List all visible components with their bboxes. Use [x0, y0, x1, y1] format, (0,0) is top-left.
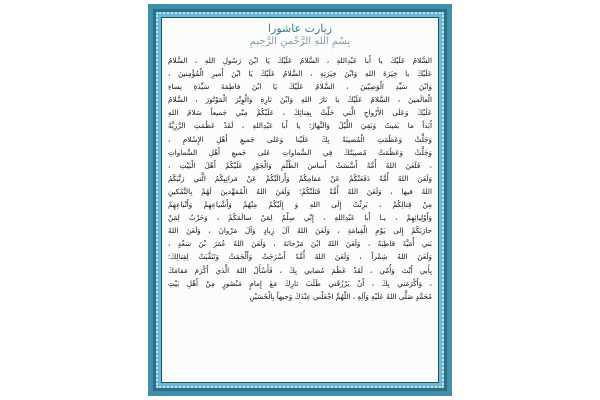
text-line: مِنْ قِتالِكُمْ ، بَرِئْتُ إِلَى اللهِ وَ إِلَيْكُمْ مِنْهُمْ وَأَشْياعِهِمْ وَأَتْباعِهِمْ [168, 200, 432, 210]
text-line: وَلَعَنَ اللهُ أُمَّةً دَفَعَتْكُمْ عَنْ مَقامِكُمْ وَأَزالَتْكُمْ عَنْ مَراتِبِكُمُ الَّتي رَتَّبَكُمُ [168, 173, 432, 183]
text-line: بَني أُمَيَّةَ قاطِبَةً ، وَلَعَنَ اللهُ ابْنَ مَرْجانَةَ ، وَلَعَنَ اللهُ عُمَرَ بْنَ سَعْدٍ ، [168, 239, 432, 249]
text-line: ، وَأَكْرَمَني بِكَ ، أَنْ يَرْزُقَني طَلَبَ ثارِكَ مَعَ إِمامٍ مَنْصُورٍ مِنْ أَهْلِ بَيْتِ [168, 278, 432, 288]
decorative-frame-border [156, 12, 444, 388]
page-title: زیارت عاشورا [267, 22, 333, 35]
text-line: ، فَلَعَنَ اللهُ أُمَّةً أَسَّسَتْ أَساسَ الظُّلْمِ وَالْجَوْرِ عَلَيْكُمْ أَهْلَ الْبَيْتِ ، [168, 160, 432, 170]
document-panel [161, 17, 439, 383]
text-line: اللهُ فيها ، وَلَعَنَ اللهُ أُمَّةً قَتَلَتْكُمْ؛ وَلَعَنَ اللهُ الْمُمَهِّدينَ لَهُمْ بِالتَّمْكينِ [168, 186, 432, 196]
basmala-calligraphy: بِسْمِ اللهِ الرَّحْمنِ الرَّحِيمِ [249, 36, 351, 47]
text-line: عَلَيْكَ يا خِيَرَةَ اللهِ وَابْنَ خِيَرَتِهِ ، السَّلامُ عَلَيْكَ يَا ابْنَ أَميرِ الْمُؤْمِنينَ ، [168, 69, 432, 79]
text-line: مُحَمَّدٍ صَلَّى اللهُ عَلَيْهِ وَآلِهِ ، اللّهُمَّ اجْعَلْني عِنْدَكَ وَجيهاً بِالْحُسَيْنِ [249, 291, 432, 301]
text-line: وَجَلَّتْ وَعَظُمَتْ مُصيبَتُكَ فِي السَّماواتِ عَلى جَميعِ أَهْلِ السَّماواتِ [168, 147, 432, 157]
text-line: عَلَيْكَ وَعَلَى الأَرْواحِ الَّتي حَلَّتْ بِفِنائِكَ ، عَلَيْكُمْ مِنّي جَميعاً سَلامُ اللهِ [168, 108, 432, 118]
text-line: وَلَعَنَ اللهُ شِمْراً ، وَلَعَنَ اللهُ أُمَّةً أَسْرَجَتْ وَأَلْجَمَتْ وَتَنَقَّبَتْ لِقِتالِكَ؛ [168, 252, 432, 262]
text-line: حارَبَكُمْ إِلى يَوْمِ الْقِيامَةِ ، وَلَعَنَ اللهُ آلَ زِيادٍ وَآلَ مَرْوانَ ، وَلَعَنَ اللهُ [168, 226, 432, 236]
prayer-text [168, 54, 432, 378]
text-line: وَجَلَّتْ وَعَظُمَتِ الْمُصيبَةُ بِكَ عَلَيْنا وَعَلى جَميعِ أَهْلِ الإِسْلامِ ، [168, 134, 432, 144]
text-line: الْعالَمينَ ، السَّلامُ عَلَيْكَ يا ثارَ اللهِ وَابْنَ ثارِهِ وَالْوِتْرَ الْمَوْتُورَ ، السَّلامُ [168, 95, 432, 105]
text-line: وَابْنَ سَيِّدِ الْوَصِيّينَ ، السَّلامُ عَلَيْكَ يَا ابْنَ فاطِمَةَ سَيِّدَةِ نِساءِ [168, 82, 432, 92]
text-line: وَأَوْلِيائِهِمْ ، يـا أَبا عَبْدِاللهِ ، إِنّي سِلْمٌ لِمَنْ سالَمَكُمْ ، وَحَرْبٌ لِمَنْ [168, 213, 432, 223]
text-line: أَبَداً ما بَقيتُ وَبَقِيَ اللَّيْلُ وَالنَّهارُ؛ يا أَبا عَبْدِاللهِ ، لَقَدْ عَظُمَتِ الرَّزِيَّةُ [168, 121, 432, 131]
text-line: السَّلامُ عَلَيْكَ يا أَبا عَبْدِاللهِ ، السَّلامُ عَلَيْكَ يَا ابْنَ رَسُولِ اللهِ ، السَّلامُ [168, 56, 432, 65]
text-line: بِأَبي أَنْتَ وَأُمّي ، لَقَدْ عَظُمَ مُصابي بِكَ ، فَأَسْأَلُ اللهَ الَّذي أَكْرَمَ مَقامَكَ [168, 265, 432, 275]
decorative-frame [148, 4, 452, 396]
